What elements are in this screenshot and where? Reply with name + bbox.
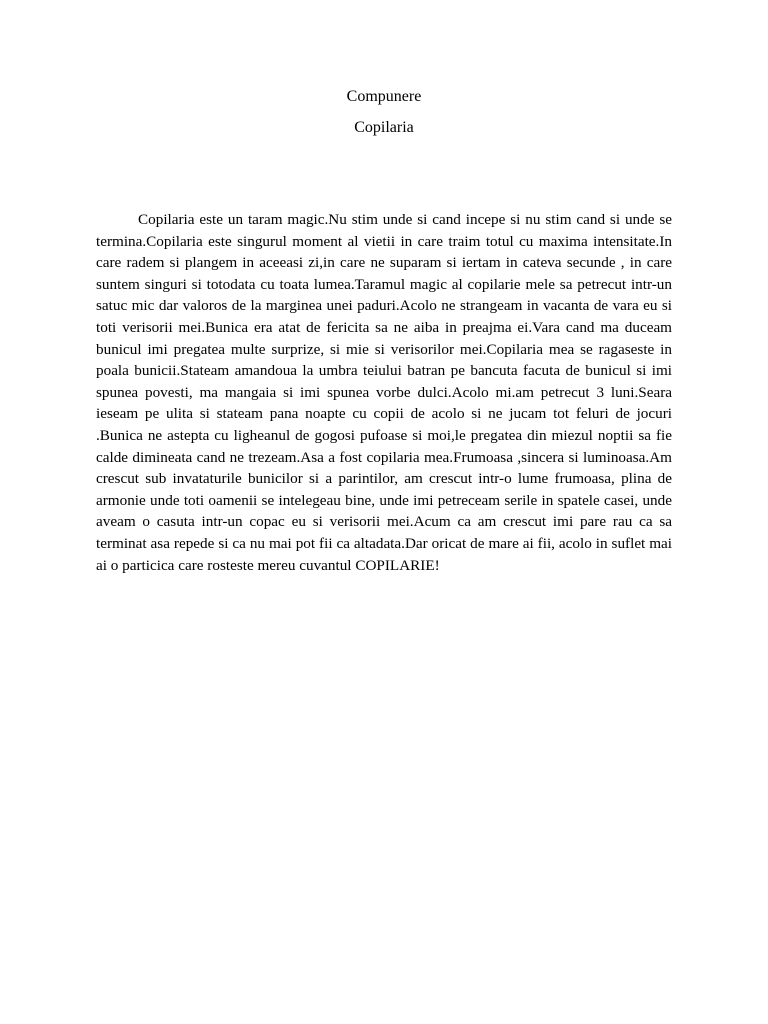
document-heading: Compunere bbox=[346, 88, 422, 105]
document-title: Copilaria bbox=[354, 119, 414, 136]
body-paragraph: Copilaria este un taram magic.Nu stim unde si cand incepe si nu stim cand si unde se termina.Copilaria este singurul moment al vietii in care traim totul cu maxima intensitate.In care radem si plangem in aceeasi zi,in care ne suparam si iertam in cateva secunde , in care suntem singuri si totodata cu toata lumea.Taramul magic al copilarie mele sa petrecut intr-un satuc mic dar valoros de la marginea unei paduri.Acolo ne strangeam in vacanta de vara eu si toti verisorii mei.Bunica era atat de fericita sa ne aiba in preajma ei.Vara cand ma duceam bunicul imi pregatea multe surprize, si mie si verisorilor mei.Copilaria mea se ragaseste in poala bunicii.Stateam amandoua la umbra teiului batran pe bancuta facuta de bunicul si imi spunea povesti, ma mangaia si imi spunea vorbe dulci.Acolo mi.am petrecut 3 luni.Seara ieseam pe ulita si stateam pana noapte cu copii de acolo si ne jucam tot feluri de jocuri .Bunica ne astepta cu ligheanul de gogosi pufoase si moi,le pregatea din miezul noptii sa fie calde dimineata cand ne trezeam.Asa a fost copilaria mea.Frumoasa ,sincera si luminoasa.Am crescut sub invataturile bunicilor si a parintilor, am crescut intr-o lume frumoasa, plina de armonie unde toti oamenii se intelegeau bine, unde imi petreceam serile in spatele casei, unde aveam o casuta intr-un copac eu si verisorii mei.Acum ca am crescut imi pare rau ca sa terminat asa repede si ca nu mai pot fii ca altadata.Dar oricat de mare ai fii, acolo in suflet mai ai o particica care rosteste mereu cuvantul COPILARIE! bbox=[96, 211, 672, 574]
